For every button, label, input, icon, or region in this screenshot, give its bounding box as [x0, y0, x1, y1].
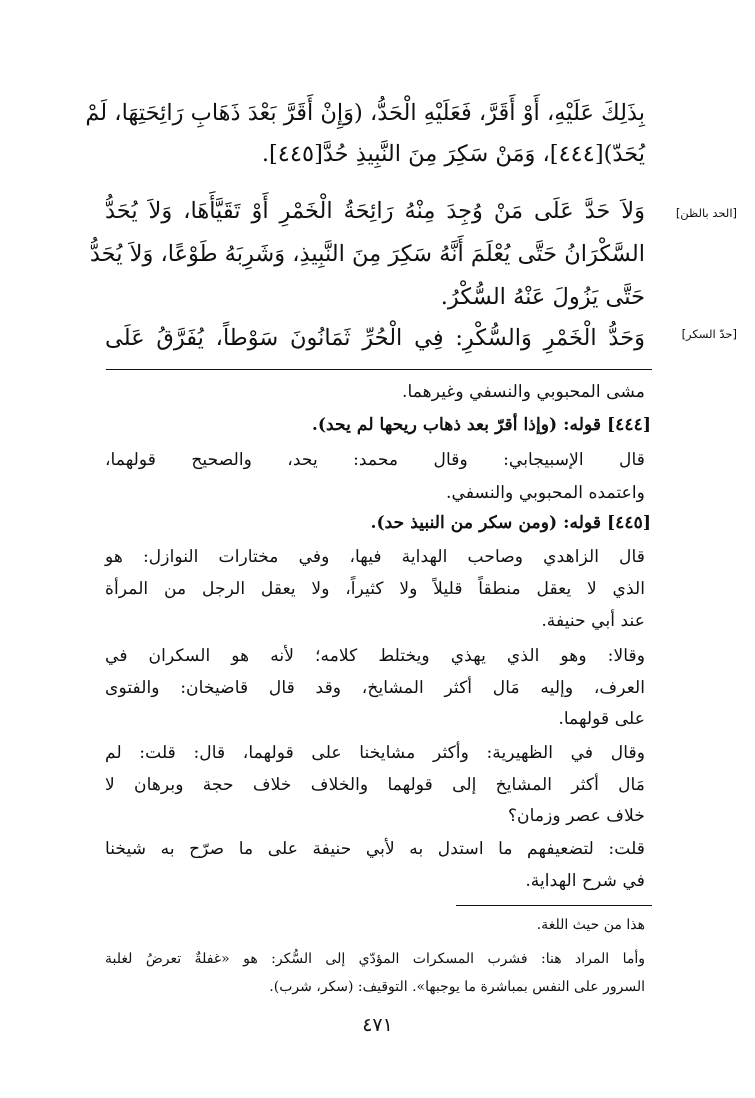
commentary-line-16: في شرح الهداية.	[525, 871, 645, 891]
commentary-line-4: واعتمده المحبوبي والنسفي.	[446, 483, 645, 503]
side-note-hadd-al-sukr: [حدّ السكر]	[681, 327, 737, 341]
commentary-line-7: الذي لا يعقل منطقاً قليلاً ولا كثيراً، ولا يعقل الرجل من المرأة	[105, 579, 645, 599]
commentary-line-8: عند أبي حنيفة.	[541, 611, 645, 631]
main-text-line-2: يُحَدّ)[٤٤٤]، وَمَنْ سَكِرَ مِنَ النَّبِيذِ حُدَّ[٤٤٥].	[261, 141, 645, 167]
commentary-line-15: قلت: لتضعيفهم ما استدل به لأبي حنيفة على ما صرّح به شيخنا	[105, 839, 645, 859]
footnote-line-3: السرور على النفس بمباشرة ما يوجبها». التوقيف: (سكر، شرب).	[269, 979, 645, 995]
commentary-line-9: وقالا: وهو الذي يهذي ويختلط كلامه؛ لأنه هو السكران في	[105, 646, 645, 666]
main-text-line-6: وَحَدُّ الْخَمْرِ وَالسُّكْرِ: فِي الْحُرِّ ثَمَانُونَ سَوْطاً، يُفَرَّقُ عَلَى	[105, 325, 645, 351]
main-text-line-5: حَتَّى يَزُولَ عَنْهُ السُّكْرُ.	[440, 284, 645, 310]
footnote-separator	[456, 905, 652, 906]
main-text-line-4: السَّكْرَانُ حَتَّى يُعْلَمَ أَنَّهُ سَكِرَ مِنَ النَّبِيذِ، وَشَرِبَهُ طَوْعًا، وَلاَ يُحَدُّ	[89, 241, 645, 267]
commentary-heading-444: [٤٤٤] قوله: (وإذا أقرّ بعد ذهاب ريحها لم يحد).	[311, 415, 651, 435]
commentary-separator	[106, 369, 652, 370]
main-text-line-1: بِذَلِكَ عَلَيْهِ، أَوْ أَقَرَّ، فَعَلَيْهِ الْحَدُّ، (وَإِنْ أَقَرَّ بَعْدَ ذَهَابِ رَائِحَتِهَا، لَمْ	[85, 100, 645, 126]
footnote-line-2: وأما المراد هنا: فشرب المسكرات المؤدّي إلى السُّكر: هو «غفلةٌ تعرضُ لغلبة	[105, 951, 645, 967]
main-text-line-3: وَلاَ حَدَّ عَلَى مَنْ وُجِدَ مِنْهُ رَائِحَةُ الْخَمْرِ أَوْ تَقَيَّأَهَا، وَلاَ يُحَدُّ	[105, 198, 645, 224]
commentary-line-13: مَال أكثر المشايخ إلى قولهما والخلاف خلاف حجة وبرهان لا	[105, 775, 645, 795]
commentary-line-1: مشى المحبوبي والنسفي وغيرهما.	[402, 382, 645, 402]
side-note-hadd-bil-zann: [الحد بالظن]	[675, 206, 737, 220]
commentary-line-14: خلاف عصر وزمان؟	[507, 806, 645, 826]
commentary-line-11: على قولهما.	[558, 709, 645, 729]
commentary-heading-445: [٤٤٥] قوله: (ومن سكر من النبيذ حد).	[370, 513, 651, 533]
footnote-line-1: هذا من حيث اللغة.	[536, 917, 645, 933]
commentary-line-12: وقال في الظهيرية: وأكثر مشايخنا على قولهما، قال: قلت: لم	[105, 743, 645, 763]
commentary-line-10: العرف، وإليه مَال أكثر المشايخ، وقد قال قاضيخان: والفتوى	[105, 678, 645, 698]
commentary-line-3: قال الإسبيجابي: وقال محمد: يحد، والصحيح قولهما،	[105, 450, 645, 470]
commentary-line-6: قال الزاهدي وصاحب الهداية فيها، وفي مختارات النوازل: هو	[105, 547, 645, 567]
page-number: ٤٧١	[362, 1014, 393, 1036]
